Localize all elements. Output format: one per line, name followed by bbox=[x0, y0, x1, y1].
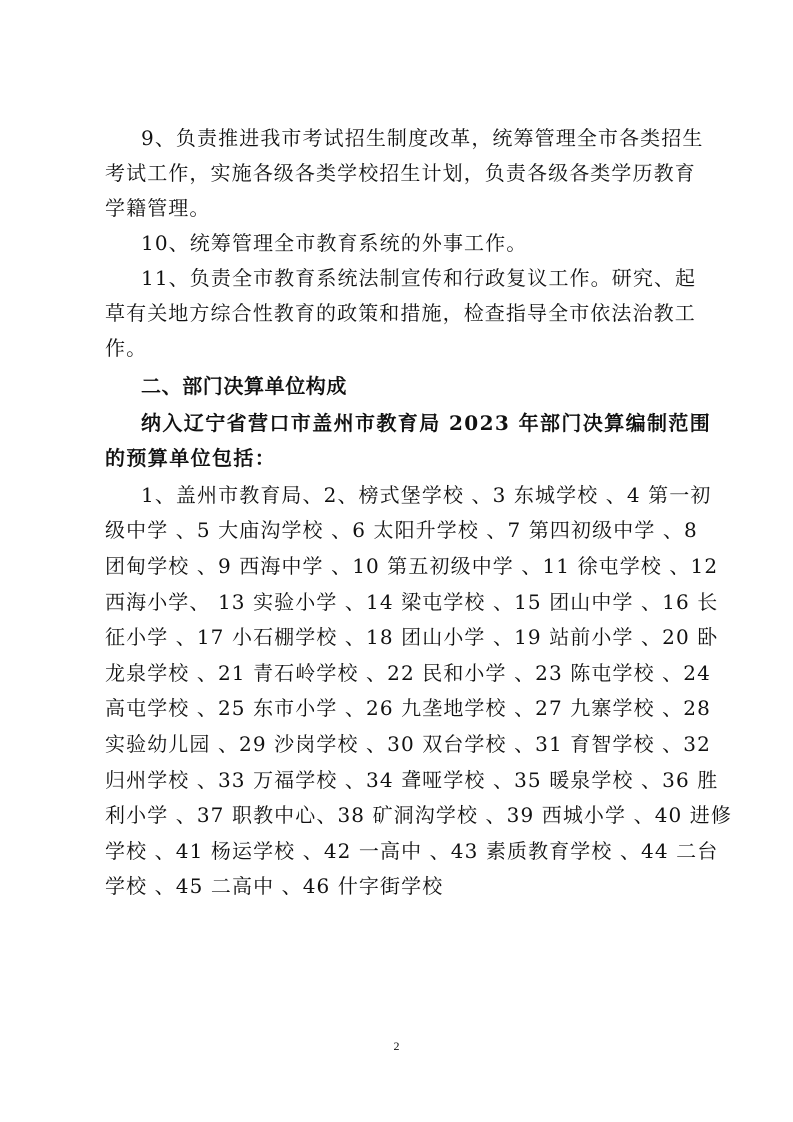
paragraph-10-line-1: 10、统筹管理全市教育系统的外事工作。 bbox=[141, 231, 528, 255]
unit-list-line-3: 团甸学校 、9 西海中学 、10 第五初级中学 、11 徐屯学校 、12 bbox=[105, 554, 719, 578]
unit-list-line-11: 学校 、41 杨运学校 、42 一高中 、43 素质教育学校 、44 二台 bbox=[105, 839, 719, 863]
scope-statement-line-1: 纳入辽宁省营口市盖州市教育局 2023 年部门决算编制范围 bbox=[141, 411, 712, 435]
paragraph-11-line-1: 11、负责全市教育系统法制宣传和行政复议工作。研究、起 bbox=[141, 266, 697, 290]
unit-list-line-5: 征小学 、17 小石棚学校 、18 团山小学 、19 站前小学 、20 卧 bbox=[105, 625, 719, 649]
unit-list-line-6: 龙泉学校 、21 青石岭学校 、22 民和小学 、23 陈屯学校 、24 bbox=[105, 661, 711, 685]
page-number: 2 bbox=[393, 1039, 400, 1053]
unit-list-line-12: 学校 、45 二高中 、46 什字街学校 bbox=[105, 874, 444, 898]
paragraph-11-line-3: 作。 bbox=[105, 336, 148, 360]
unit-list-line-9: 归州学校 、33 万福学校 、34 聋哑学校 、35 暖泉学校 、36 胜 bbox=[105, 768, 719, 792]
section-heading: 二、部门决算单位构成 bbox=[141, 374, 347, 398]
paragraph-9-line-1: 9、负责推进我市考试招生制度改革，统筹管理全市各类招生 bbox=[141, 126, 704, 150]
paragraph-9-line-3: 学籍管理。 bbox=[105, 196, 211, 220]
unit-list-line-2: 级中学 、5 大庙沟学校 、6 太阳升学校 、7 第四初级中学 、8 bbox=[105, 518, 698, 542]
unit-list-line-8: 实验幼儿园 、29 沙岗学校 、30 双台学校 、31 育智学校 、32 bbox=[105, 732, 711, 756]
unit-list-line-10: 利小学 、37 职教中心、38 矿洞沟学校 、39 西城小学 、40 进修 bbox=[105, 803, 732, 827]
unit-list-line-1: 1、盖州市教育局、2、榜式堡学校 、3 东城学校 、4 第一初 bbox=[141, 483, 712, 507]
paragraph-11-line-2: 草有关地方综合性教育的政策和措施，检查指导全市依法治教工 bbox=[105, 301, 696, 325]
unit-list-line-7: 高屯学校 、25 东市小学 、26 九垄地学校 、27 九寨学校 、28 bbox=[105, 696, 711, 720]
scope-statement-line-2: 的预算单位包括： bbox=[105, 446, 277, 470]
unit-list-line-4: 西海小学、 13 实验小学 、14 梁屯学校 、15 团山中学 、16 长 bbox=[105, 590, 719, 614]
paragraph-9-line-2: 考试工作，实施各级各类学校招生计划，负责各级各类学历教育 bbox=[105, 161, 696, 185]
